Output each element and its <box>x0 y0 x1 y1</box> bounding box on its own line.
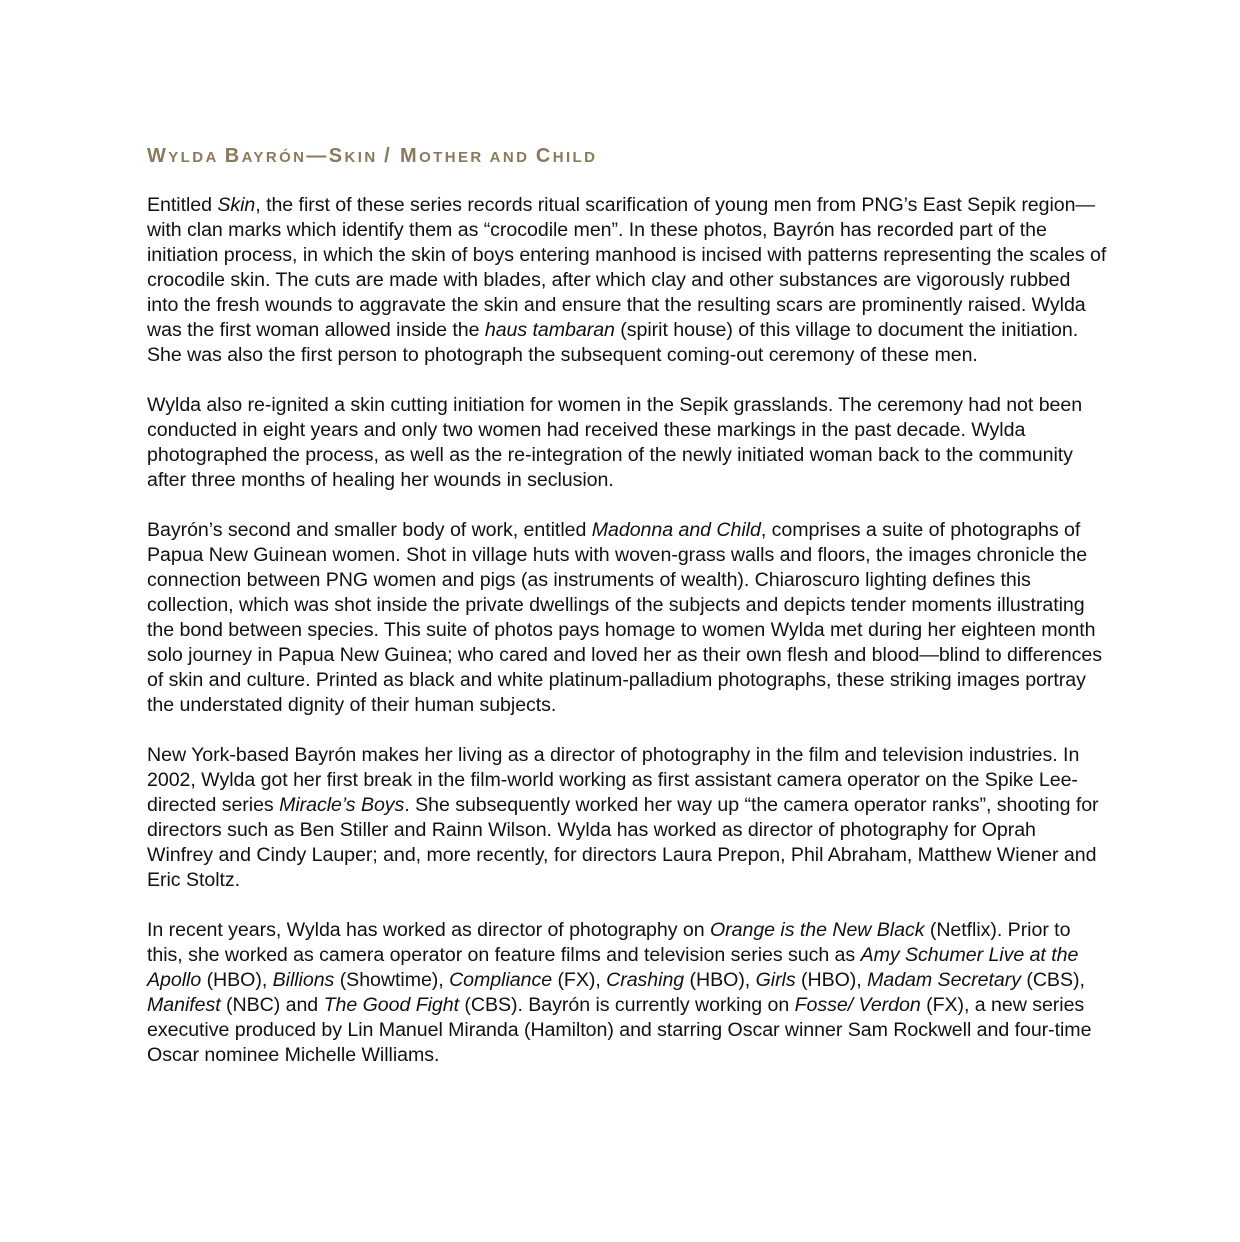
title-cap-4: C <box>535 145 553 167</box>
paragraph-p1 <box>147 193 1107 368</box>
title-smallcap-4: HILD <box>552 149 598 166</box>
text-run: (CBS), <box>1020 969 1085 991</box>
italic-title: Crashing <box>606 969 685 991</box>
text-run: (Showtime), <box>334 969 450 991</box>
text-run: (HBO), <box>684 969 756 991</box>
italic-title: Madonna and Child <box>591 519 761 541</box>
italic-title: Compliance <box>449 969 553 991</box>
title-smallcap-0: YLDA <box>168 149 225 166</box>
text-run: (HBO), <box>795 969 868 991</box>
italic-title: haus tambaran <box>484 319 615 341</box>
text-run: , comprises a suite of photographs of Papua New Guinean women. Shot in village huts with woven-grass walls and floors, the images chronicle the connection between PNG women and pigs (as instruments of wealth). Chiaroscuro lighting defines this collection, which was shot inside the private dwellings of the subjects and depicts tender moments illustrating the bond between species. This suite of photos pays homage to women Wylda met during her eighteen month solo journey in Papua New Guinea; who cared and loved her as their own flesh and blood—blind to differences of skin and culture. Printed as black and white platinum-palladium photographs, these striking images portray the understated dignity of their human subjects. <box>147 519 1102 716</box>
text-run: (spirit house) of this village to document the initiation. She was also the first person to photograph the subsequent coming-out ceremony of these men. <box>147 319 1079 366</box>
italic-title: Orange is the New Black <box>709 919 925 941</box>
text-run: , the first of these series records ritual scarification of young men from PNG’s East Sepik region—with clan marks which identify them as “crocodile men”. In these photos, Bayrón has recorded part of the initiation process, in which the skin of boys entering manhood is incised with patterns representing the scales of crocodile skin. The cuts are made with blades, after which clay and other substances are vigorously rubbed into the fresh wounds to aggravate the skin and ensure that the resulting scars are prominently raised. Wylda was the first woman allowed inside the <box>147 194 1107 341</box>
italic-title: Billions <box>272 969 335 991</box>
text-run: Wylda also re-ignited a skin cutting initiation for women in the Sepik grasslands. The ceremony had not been conducted in eight years and only two women had received these markings in the past decade. Wylda photographed the process, as well as the re-integration of the newly initiated woman back to the community after three months of healing her wounds in seclusion. <box>147 394 1083 491</box>
italic-title: Miracle’s Boys <box>279 794 405 816</box>
document-title <box>147 143 1107 169</box>
text-run: (NBC) and <box>220 994 324 1016</box>
text-run: (Netflix). Prior to this, she worked as camera operator on feature films and television series such as <box>147 919 1071 966</box>
document-page <box>147 143 1107 1093</box>
text-run: Entitled <box>147 194 218 216</box>
title-cap-0: W <box>147 145 169 167</box>
italic-title: Skin <box>217 194 256 216</box>
italic-title: Madam Secretary <box>867 969 1021 991</box>
title-cap-3: / M <box>384 145 420 167</box>
italic-title: Amy Schumer Live at the Apollo <box>147 944 1079 991</box>
paragraph-p2 <box>147 393 1107 493</box>
italic-title: The Good Fight <box>323 994 460 1016</box>
title-smallcap-2: KIN <box>344 149 385 166</box>
text-run: (FX), <box>552 969 607 991</box>
paragraph-p5 <box>147 918 1107 1068</box>
text-run: Bayrón’s second and smaller body of work, entitled <box>147 519 592 541</box>
italic-title: Fosse/ Verdon <box>794 994 921 1016</box>
title-cap-1: B <box>224 145 242 167</box>
title-smallcap-3: OTHER AND <box>419 149 536 166</box>
text-run: (FX), a new series executive produced by Lin Manuel Miranda (Hamilton) and starring Oscar winner Sam Rockwell and four-time Oscar nominee Michelle Williams. <box>147 994 1092 1066</box>
text-run: In recent years, Wylda has worked as director of photography on <box>147 919 710 941</box>
text-run: New York-based Bayrón makes her living as a director of photography in the film and television industries. In 2002, Wylda got her first break in the film-world working as first assistant camera operator on the Spike Lee-directed series <box>147 744 1080 816</box>
title-cap-2: —S <box>306 145 345 167</box>
text-run: (HBO), <box>201 969 273 991</box>
italic-title: Manifest <box>147 994 221 1016</box>
document-body <box>147 193 1107 1068</box>
paragraph-p4 <box>147 743 1107 893</box>
italic-title: Girls <box>755 969 796 991</box>
text-run: . She subsequently worked her way up “the camera operator ranks”, shooting for directors such as Ben Stiller and Rainn Wilson. Wylda has worked as director of photography for Oprah Winfrey and Cindy Lauper; and, more recently, for directors Laura Prepon, Phil Abraham, Matthew Wiener and Eric Stoltz. <box>147 794 1099 891</box>
text-run: (CBS). Bayrón is currently working on <box>459 994 795 1016</box>
title-smallcap-1: AYRÓN <box>241 149 307 166</box>
paragraph-p3 <box>147 518 1107 718</box>
